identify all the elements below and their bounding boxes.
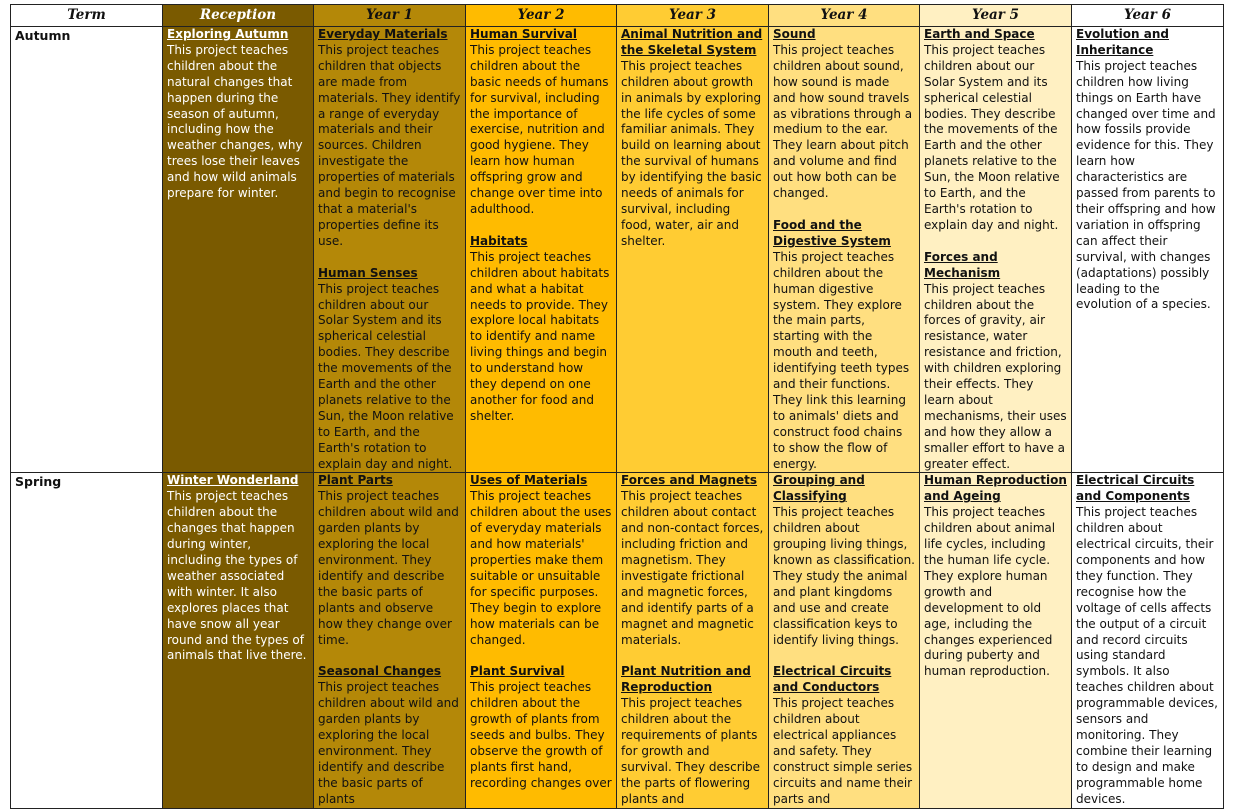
project-title: Seasonal Changes	[318, 664, 442, 679]
project-description: This project teaches children about the growth of plants from seeds and bulbs. They observe the growth of plants first hand, recording changes over	[470, 680, 612, 790]
project-entry	[621, 27, 764, 250]
project-title: Earth and Space	[924, 27, 1035, 41]
project-entry	[318, 473, 461, 648]
project-description: This project teaches children that objects are made from materials. They identify a range of everyday materials and their sources. Children investigate the properties of materials and begin to recognise that a material's properties define its use.	[318, 42, 461, 248]
project-description: This project teaches children about growth in animals by exploring the life cycles of some familiar animals. They build on learning about the survival of humans by identifying the basic needs of animals for survival, including food, water, air and shelter.	[621, 58, 762, 248]
project-entry	[621, 473, 764, 648]
project-entry	[470, 473, 612, 648]
table-row-spring	[11, 473, 1224, 808]
project-description: This project teaches children about wild and garden plants by exploring the local environment. They identify and describe the basic parts of plants	[318, 680, 459, 806]
table-row-autumn	[11, 27, 1224, 473]
project-title: Electrical Circuits and Conductors	[773, 664, 892, 695]
project-title: Animal Nutrition and the Skeletal System	[621, 27, 763, 57]
curriculum-table	[10, 4, 1224, 809]
project-entry	[318, 664, 461, 807]
project-entry	[621, 664, 764, 807]
project-description: This project teaches children about wild and garden plants by exploring the local environment. They identify and describe the basic parts of plants and observe how they change over time.	[318, 489, 459, 647]
project-entry	[318, 266, 461, 473]
project-title: Winter Wonderland	[167, 473, 299, 488]
project-entry	[1076, 473, 1219, 807]
project-title: Evolution and Inheritance	[1076, 27, 1169, 57]
header-year-3: Year 3	[617, 5, 769, 27]
header-year-2: Year 2	[466, 5, 617, 27]
project-title: Everyday Materials	[318, 27, 448, 41]
project-description: This project teaches children about the human digestive system. They explore the main parts, starting with the mouth and teeth, identifying teeth types and their functions. They link this learning to animals' diets and construct food chains to show the flow of energy.	[773, 249, 910, 471]
project-description: This project teaches children about the uses of everyday materials and how materials' properties make them suitable or unsuitable for specific purposes. They begin to explore how materials can be changed.	[470, 489, 612, 647]
project-description: This project teaches children about electrical circuits, their components and how they function. They recognise how the voltage of cells affects the output of a circuit and record circuits using standard symbols. It also teaches children about programmable devices, sensors and monitoring. They combine their learning to design and make programmable home devices.	[1076, 505, 1218, 806]
project-description: This project teaches children about the changes that happen during winter, including the types of weather associated with winter. It also explores places that have snow all year round and the types of animals that live there.	[167, 489, 307, 663]
cell-year-2	[466, 27, 617, 473]
project-title: Habitats	[470, 233, 528, 248]
header-year-1: Year 1	[314, 5, 466, 27]
project-entry	[167, 27, 309, 202]
project-entry	[924, 250, 1067, 473]
project-description: This project teaches children about the forces of gravity, air resistance, water resistance and friction, with children exploring their effects. They learn about mechanisms, their uses and how they allow a smaller effort to have a greater effect.	[924, 281, 1067, 471]
project-entry	[470, 234, 612, 425]
header-year-6: Year 6	[1072, 5, 1224, 27]
project-entry	[470, 664, 612, 791]
cell-reception	[163, 27, 314, 473]
term-cell	[11, 473, 163, 808]
cell-year-3	[617, 473, 769, 808]
term-label: Spring	[15, 474, 62, 490]
project-entry	[773, 27, 915, 202]
project-description: This project teaches children about animal life cycles, including the human life cycle. They explore human growth and development to old age, including the changes experienced during puberty and human reproduction.	[924, 505, 1056, 679]
project-entry	[470, 27, 612, 218]
cell-year-1	[314, 473, 466, 808]
cell-year-2	[466, 473, 617, 808]
project-description: This project teaches children about the requirements of plants for growth and survival. They describe the parts of flowering plants and	[621, 696, 760, 806]
cell-year-4	[769, 27, 920, 473]
cell-year-1	[314, 27, 466, 473]
header-row	[11, 5, 1224, 27]
project-description: This project teaches children about the basic needs of humans for survival, including the importance of exercise, nutrition and good hygiene. They learn how human offspring grow and change over time into adulthood.	[470, 42, 609, 216]
project-title: Human Reproduction and Ageing	[924, 473, 1067, 504]
project-title: Forces and Magnets	[621, 473, 758, 488]
project-description: This project teaches children about our Solar System and its spherical celestial bodies. They describe the movements of the Earth and the other planets relative to the Sun, the Moon relative to Earth, and the Earth's rotation to explain day and night.	[924, 42, 1060, 232]
project-title: Uses of Materials	[470, 473, 588, 488]
project-description: This project teaches children about electrical appliances and safety. They construct simple series circuits and name their parts and	[773, 696, 913, 806]
project-entry	[773, 473, 915, 648]
term-label: Autumn	[15, 28, 71, 43]
project-description: This project teaches children about contact and non-contact forces, including friction and magnetism. They investigate frictional and magnetic forces, and identify parts of a magnet and magnetic materials.	[621, 489, 764, 647]
project-description: This project teaches children about grouping living things, known as classification. They study the animal and plant kingdoms and use and create classification keys to identify living things.	[773, 505, 915, 647]
term-cell	[11, 27, 163, 473]
project-description: This project teaches children about the natural changes that happen during the season of autumn, including how the weather changes, why trees lose their leaves and how wild animals prepare for winter.	[167, 42, 303, 201]
project-entry	[167, 473, 309, 664]
cell-year-6	[1072, 473, 1224, 808]
cell-year-5	[920, 473, 1072, 808]
project-description: This project teaches children how living things on Earth have changed over time and how fossils provide evidence for this. They learn how characteristics are passed from parents to their offspring and how variation in offspring can affect their survival, with changes (adaptations) possibly leading to the evolution of a species.	[1076, 58, 1216, 312]
project-title: Plant Parts	[318, 473, 393, 488]
cell-year-5	[920, 27, 1072, 473]
header-term: Term	[11, 5, 163, 27]
cell-year-3	[617, 27, 769, 473]
project-title: Human Senses	[318, 265, 418, 280]
project-title: Plant Nutrition and Reproduction	[621, 664, 751, 695]
project-title: Food and the Digestive System	[773, 217, 891, 248]
project-description: This project teaches children about sound, how sound is made and how sound travels as vibrations through a medium to the ear. They learn about pitch and volume and find out how both can be changed.	[773, 42, 913, 201]
project-title: Human Survival	[470, 27, 577, 41]
header-reception: Reception	[163, 5, 314, 27]
project-title: Forces and Mechanism	[924, 249, 1001, 280]
cell-year-4	[769, 473, 920, 808]
project-description: This project teaches children about habitats and what a habitat needs to provide. They explore local habitats to identify and name living things and begin to understand how they depend on one another for food and shelter.	[470, 249, 610, 423]
project-title: Grouping and Classifying	[773, 473, 865, 504]
header-year-4: Year 4	[769, 5, 920, 27]
project-description: This project teaches children about our Solar System and its spherical celestial bodies. They describe the movements of the Earth and the other planets relative to the Sun, the Moon relative to Earth, and the Earth's rotation to explain day and night.	[318, 281, 454, 471]
project-title: Exploring Autumn	[167, 27, 289, 41]
project-entry	[924, 473, 1067, 680]
project-entry	[318, 27, 461, 250]
project-entry	[1076, 27, 1219, 313]
cell-reception	[163, 473, 314, 808]
project-title: Sound	[773, 27, 816, 41]
project-title: Electrical Circuits and Components	[1076, 473, 1195, 504]
project-title: Plant Survival	[470, 664, 565, 679]
project-entry	[924, 27, 1067, 234]
cell-year-6	[1072, 27, 1224, 473]
project-entry	[773, 218, 915, 473]
project-entry	[773, 664, 915, 807]
header-year-5: Year 5	[920, 5, 1072, 27]
